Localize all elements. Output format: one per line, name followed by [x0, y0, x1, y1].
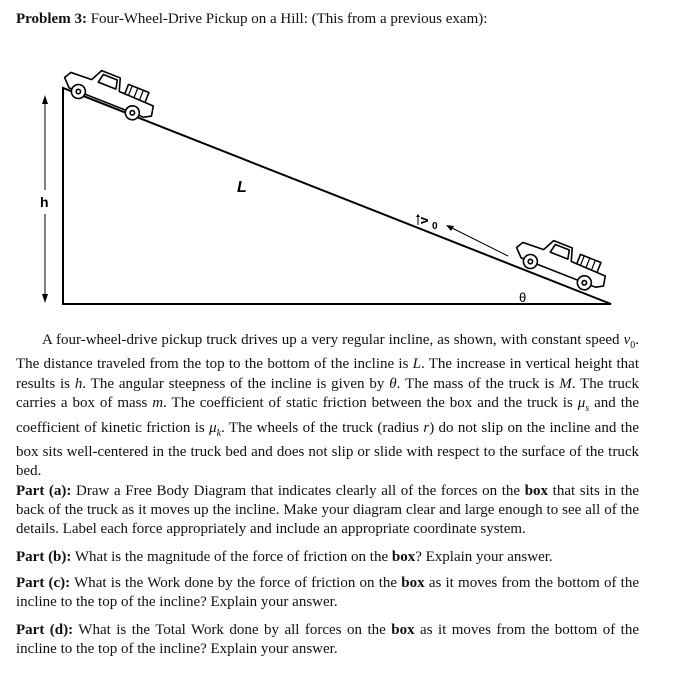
- angle-label: θ: [519, 290, 527, 305]
- part-d: [16, 621, 639, 659]
- var-mu-k: μ: [209, 419, 217, 436]
- velocity-subscript: 0: [432, 221, 438, 232]
- desc-text-5: . The mass of the truck is: [396, 375, 555, 392]
- incline-figure: [0, 0, 675, 330]
- part-c-text-1: What is the Work done by the force of friction on the: [74, 575, 398, 591]
- truck-bottom: [511, 229, 612, 296]
- var-v0: v: [623, 332, 631, 348]
- var-L: L: [412, 356, 422, 373]
- part-b-label: Part (b):: [16, 549, 72, 565]
- part-c-box: box: [401, 575, 425, 591]
- part-a-label: Part (a):: [16, 483, 72, 499]
- problem-number: Problem 3:: [16, 11, 87, 27]
- part-d-text-2: as it moves from the bottom of the incline to the top of the incline? Explain your answer.: [16, 622, 639, 657]
- length-label: L: [237, 179, 247, 196]
- part-d-label: Part (d):: [16, 622, 74, 638]
- part-c: [16, 574, 639, 612]
- part-b-text-1: What is the magnitude of the force of friction on the: [74, 549, 389, 565]
- desc-text-9: . The wheels of the truck (radius: [221, 419, 419, 436]
- velocity-label: [416, 214, 431, 225]
- var-theta: θ: [389, 375, 397, 392]
- var-m: m: [152, 395, 164, 412]
- desc-text-3: . The increase in vertical height that results is: [16, 356, 640, 392]
- var-v0-sub: 0: [630, 340, 636, 351]
- var-h: h: [74, 375, 83, 392]
- problem-heading: Four-Wheel-Drive Pickup on a Hill: (This from a previous exam):: [90, 11, 488, 27]
- desc-text-10: ) do not slip on the incline and the box sits well-centered in the truck bed and does not slip or slide with respect to the surface of the truck bed.: [16, 419, 639, 480]
- desc-text-4: . The angular steepness of the incline is given by: [82, 375, 385, 392]
- desc-text-2: . The distance traveled from the top to the bottom of the incline is: [16, 332, 640, 373]
- var-mu-s: μ: [577, 395, 586, 412]
- part-c-text-2: as it moves from the bottom of the incline to the top of the incline? Explain your answer.: [16, 575, 640, 610]
- part-b-text-2: ? Explain your answer.: [415, 549, 553, 565]
- part-a-box: box: [524, 483, 549, 499]
- part-a-text-1: Draw a Free Body Diagram that indicates clearly all of the forces on the: [76, 483, 521, 499]
- desc-text-6: . The truck carries a box of mass: [16, 375, 640, 412]
- part-d-box: box: [391, 622, 415, 638]
- var-mu-k-sub: k: [216, 427, 222, 439]
- var-r: r: [423, 419, 430, 436]
- var-M: M: [559, 375, 572, 392]
- problem-description: [16, 331, 639, 482]
- velocity-symbol: v: [416, 216, 431, 224]
- part-a-text-2: that sits in the back of the truck as it moves up the incline. Make your diagram clear and large enough to see all of the details. Label each force appropriately and include an appropriate coordinate system.: [16, 483, 640, 537]
- desc-text-8: and the coefficient of kinetic friction is: [16, 395, 640, 436]
- height-label: h: [40, 194, 49, 210]
- truck-top: [59, 59, 160, 126]
- desc-text-1: A four-wheel-drive pickup truck drives up a very regular incline, as shown, with constant speed: [42, 332, 620, 348]
- part-b: [16, 548, 639, 567]
- part-b-box: box: [391, 549, 416, 565]
- var-mu-s-sub: s: [585, 403, 590, 415]
- part-d-text-1: What is the Total Work done by all forces on the: [78, 622, 386, 638]
- part-a: [16, 482, 639, 539]
- incline-triangle: [63, 88, 611, 304]
- desc-text-7: . The coefficient of static friction between the box and the truck is: [163, 395, 573, 412]
- part-c-label: Part (c):: [16, 575, 71, 591]
